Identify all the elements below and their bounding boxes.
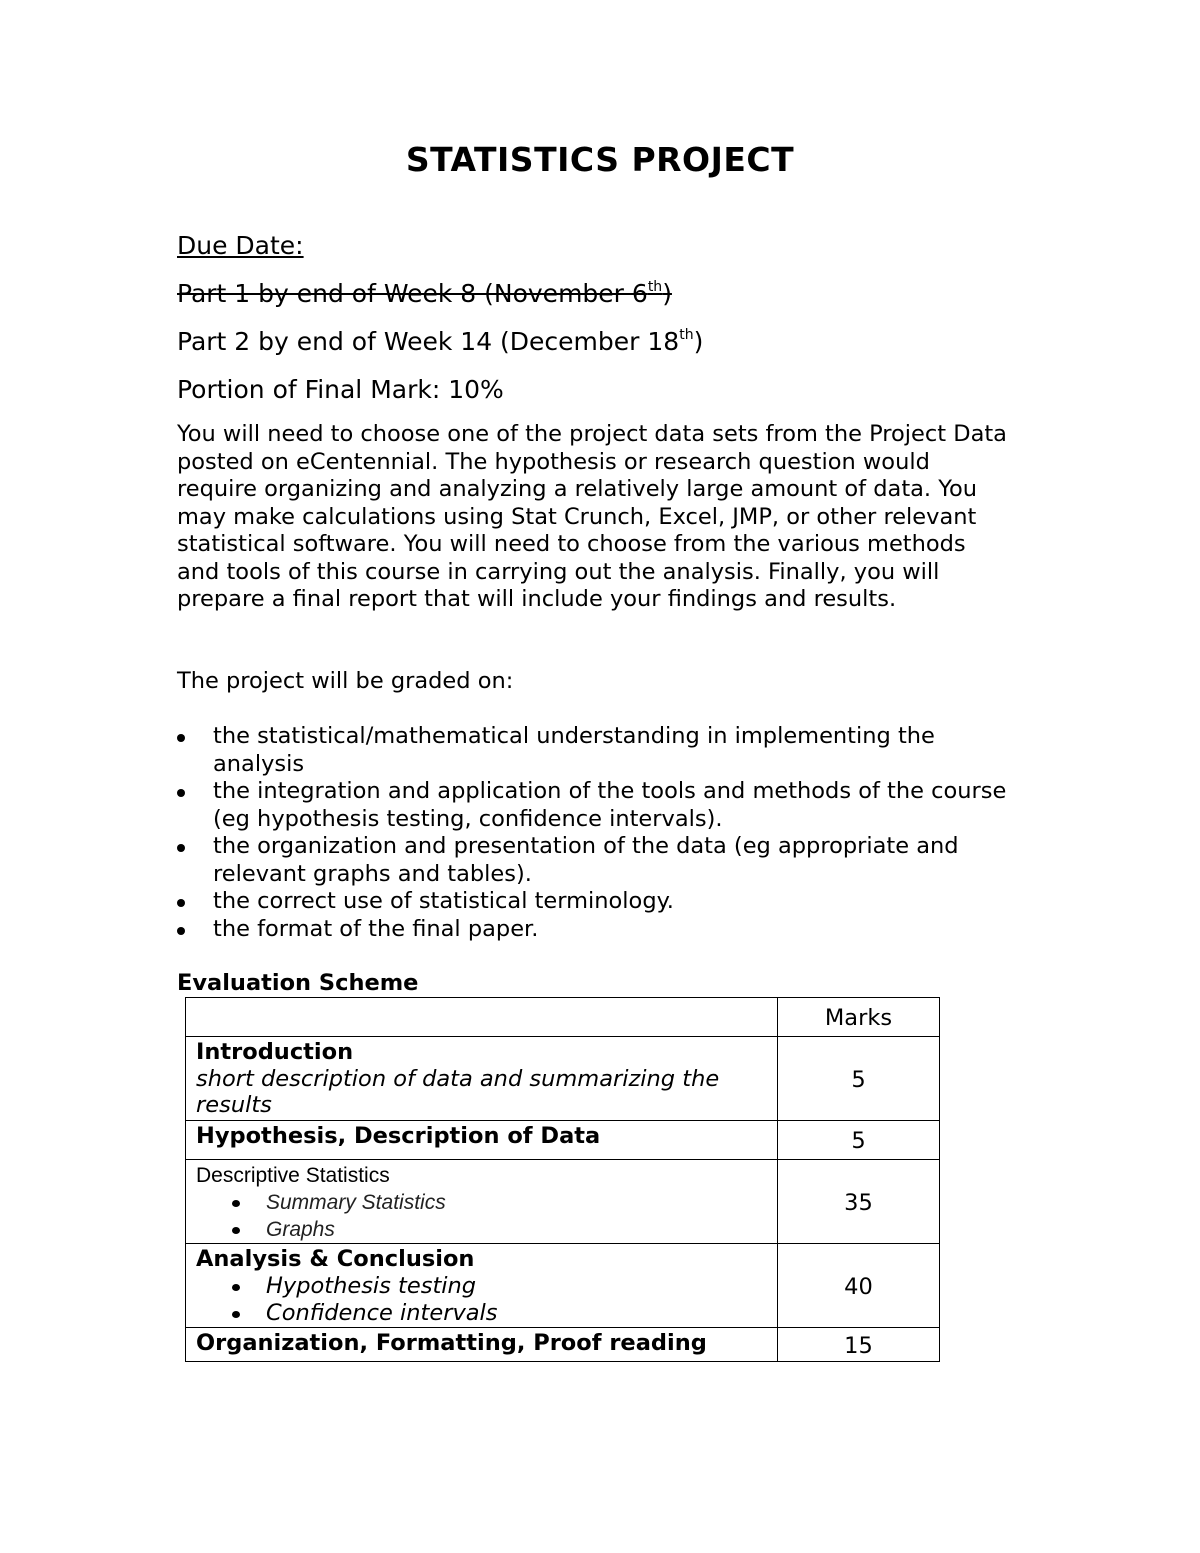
criteria-item: the statistical/mathematical understanding in implementing the analysis bbox=[177, 723, 1007, 778]
marks-cell: 15 bbox=[778, 1328, 940, 1362]
due-part1: Part 1 by end of Week 8 (November 6th) bbox=[177, 279, 672, 308]
criterion-cell bbox=[186, 1037, 778, 1121]
evaluation-scheme-table bbox=[185, 997, 940, 1362]
due-date-label: Due Date: bbox=[177, 231, 304, 260]
bullet-icon bbox=[232, 1200, 240, 1207]
due-part2: Part 2 by end of Week 14 (December 18th) bbox=[177, 327, 704, 356]
criterion-description: short description of data and summarizing the results bbox=[196, 1066, 720, 1118]
criterion-title: Descriptive Statistics bbox=[196, 1164, 390, 1187]
marks-cell: 40 bbox=[778, 1244, 940, 1328]
table-row bbox=[186, 1160, 940, 1244]
bullet-icon bbox=[232, 1284, 240, 1291]
bullet-icon bbox=[177, 844, 185, 852]
table-row bbox=[186, 1121, 940, 1160]
bullet-icon bbox=[177, 734, 185, 742]
bullet-icon bbox=[232, 1227, 240, 1234]
grading-criteria-list bbox=[177, 723, 1007, 943]
criteria-item: the integration and application of the tools and methods of the course (eg hypothesis testing, confidence intervals). bbox=[177, 778, 1007, 833]
table-header-row bbox=[186, 998, 940, 1037]
criterion-title: Organization, Formatting, Proof reading bbox=[196, 1330, 707, 1356]
header-empty-cell bbox=[186, 998, 778, 1037]
list-item: Graphs bbox=[196, 1216, 767, 1243]
instructions-paragraph: You will need to choose one of the project data sets from the Project Data posted on eCentennial. The hypothesis or research question would require organizing and analyzing a relatively large amount of data. You may make calculations using Stat Crunch, Excel, JMP, or other relevant statistical software. You will need to choose from the various methods and tools of this course in carrying out the analysis. Finally, you will prepare a final report that will include your findings and results. bbox=[177, 421, 1007, 612]
marks-header: Marks bbox=[778, 998, 940, 1037]
document-title: STATISTICS PROJECT bbox=[405, 140, 795, 179]
list-item: Confidence intervals bbox=[196, 1300, 767, 1327]
table-row bbox=[186, 1037, 940, 1121]
portion-of-final-mark: Portion of Final Mark: 10% bbox=[177, 375, 504, 404]
bullet-icon bbox=[177, 927, 185, 935]
criterion-cell bbox=[186, 1160, 778, 1244]
marks-cell: 35 bbox=[778, 1160, 940, 1244]
list-item: Hypothesis testing bbox=[196, 1273, 767, 1300]
criterion-sublist bbox=[196, 1189, 767, 1243]
marks-cell: 5 bbox=[778, 1121, 940, 1160]
evaluation-scheme-heading: Evaluation Scheme bbox=[177, 970, 419, 996]
table-row bbox=[186, 1328, 940, 1362]
criterion-cell bbox=[186, 1121, 778, 1160]
criterion-title: Introduction bbox=[196, 1039, 354, 1065]
criteria-item: the format of the final paper. bbox=[177, 916, 1007, 944]
marks-cell: 5 bbox=[778, 1037, 940, 1121]
criteria-item: the correct use of statistical terminology. bbox=[177, 888, 1007, 916]
bullet-icon bbox=[232, 1311, 240, 1318]
criteria-item: the organization and presentation of the data (eg appropriate and relevant graphs and tables). bbox=[177, 833, 1007, 888]
list-item: Summary Statistics bbox=[196, 1189, 767, 1216]
criterion-sublist bbox=[196, 1273, 767, 1327]
criterion-cell bbox=[186, 1328, 778, 1362]
criterion-title: Analysis & Conclusion bbox=[196, 1246, 475, 1272]
table-row bbox=[186, 1244, 940, 1328]
bullet-icon bbox=[177, 789, 185, 797]
graded-intro: The project will be graded on: bbox=[177, 668, 514, 694]
criterion-title: Hypothesis, Description of Data bbox=[196, 1123, 601, 1149]
criterion-cell bbox=[186, 1244, 778, 1328]
bullet-icon bbox=[177, 899, 185, 907]
